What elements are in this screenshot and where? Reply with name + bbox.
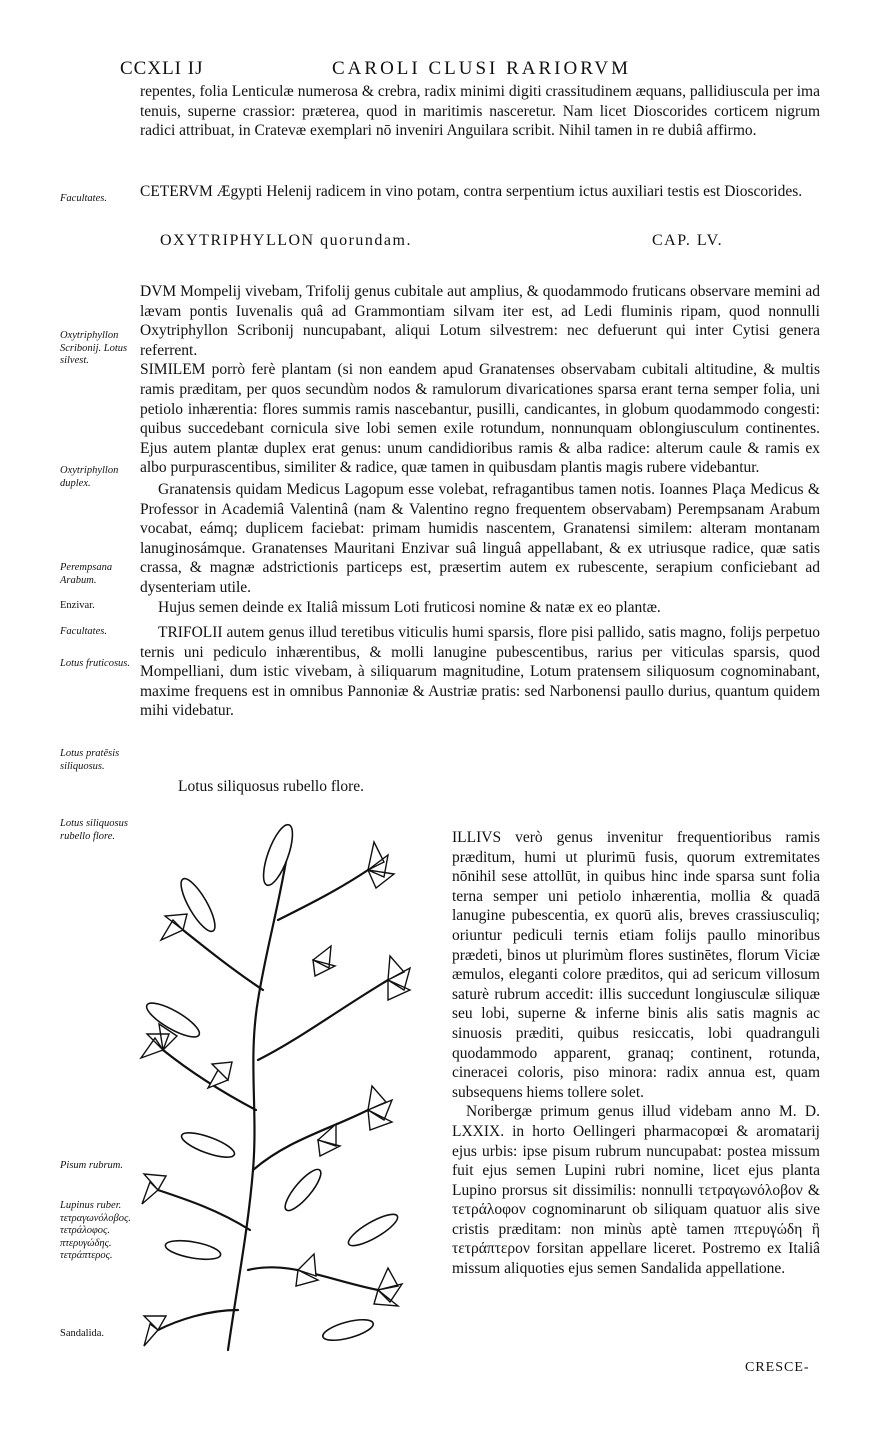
margin-note: Facultates. [60, 626, 107, 637]
helenium-paragraph-block [140, 182, 820, 202]
figure-caption: Lotus siliquosus rubello flore. [178, 778, 364, 795]
margin-note: Oxytriphyllon Scribonij. Lotus silvest. [60, 330, 128, 366]
chapter-number: CAP. LV. [652, 232, 724, 249]
margin-note: Pisum rubrum. [60, 1160, 124, 1171]
top-paragraph-block [140, 82, 820, 141]
paragraph-trifolii: TRIFOLII autem genus illud teretibus viticulis humi sparsis, flore pisi pallido, satis magno, folijs perpetuo ternis uni pediculo inhærentibus, & molli lanugine pubescentibus, rarius per viticulas sparsis, quod Mompelliani, dum istic vivebam, à siliquarum magnitudine, Lotum pratensem siliquosum cognominabant, maxime frequens est in omnibus Pannoniæ & Austriæ pratis: sed Narbonensi paullo durius, quantum quidem mihi videbatur. [140, 624, 820, 720]
chapter-heading: OXYTRIPHYLLON quorundam. [160, 232, 412, 249]
margin-note: Lotus siliquosus rubello flore. [60, 818, 128, 842]
running-title: CAROLI CLUSI RARIORVM [332, 58, 631, 79]
paragraph-granatensis: Granatensis quidam Medicus Lagopum esse volebat, refragantibus tamen notis. Ioannes Plaça Medicus & Professor in Academiâ Valentinâ (nam & Valentino regno frequentem observabam) Perempsanam Arabum vocabat, eámq; duplicem faciebat: primam humidis nascentem, Granatensi similem: alteram montanam lanuginosámque. Granatenses Mauritani Enzivar suâ linguâ appellabant, & ex utriusque radice, quæ satis crassa, & magnæ adstrictionis particeps est, præsertim autem ex rubescente, serapium conficiebant ad dysenteriam utile. [140, 480, 820, 596]
margin-note: Lupinus ruber. τετραγωνόλοβος. τετράλοφος. πτερυγώδης. τετράπτερος. [60, 1200, 131, 1261]
margin-note: Oxytriphyllon duplex. [60, 465, 119, 489]
paragraph-dvm: DVM Mompelij vivebam, Trifolij genus cubitale aut amplius, & quodammodo fruticans observare memini ad lævam pontis Iuvenalis quâ ad Grammontiam silvam iter est, ad Ledi fluminis ripam, quod nonnulli Oxytriphyllon Scribonij nuncupabant, aliqui Lotum silvestrem: nec defuerunt qui inter Cytisi genera referrent. [140, 283, 820, 359]
seed-pod [345, 1209, 401, 1251]
paragraph-similem: SIMILEM porrò ferè plantam (si non eandem apud Granatenses observabam cubitali altitudine, & multis ramis præditam, per quos secundùm nodos & ramulorum divaricationes sparsa erant terna semper folia, uni petiolo inhærentia: flores summis ramis nascebantur, pusilli, candicantes, in globum quodammodo congesti: quibus succedebant cornicula sive lobi semen exile rotundum, nonnunquam oblongiusculum continentes. Ejus autem plantæ duplex erat genus: unum candidioribus ramis & alba radice: alterum caule & ramis ex albo purpurascentibus, similiter & radice, quæ tamen in quibusdam plantis magis rubere videbantur. [140, 361, 820, 477]
margin-note: Facultates. [60, 193, 107, 204]
margin-note: Lotus pratēsis siliquosus. [60, 748, 120, 772]
seed-pod [179, 1128, 237, 1162]
paragraph-hujus: Hujus semen deinde ex Italiâ missum Loti fruticosi nomine & natæ ex eo plantæ. [158, 598, 661, 616]
paragraph-illius: ILLIVS verò genus invenitur frequentioribus ramis præditum, humi ut plurimū fusis, quorum extremitates nōnihil sese attollūt, in quibus hinc inde sparsa sunt folia terna semper uni petiolo inhærentia, mollia & quadā lanugine pubescentia, ex quorū alis, breves crassiusculiq; oriuntur pediculi ternis etiam folijs paullo minoribus prædeti, binos ut plurimùm flores sustinētes, florum Viciæ æmulos, eleganti colore præditos, qui ad sericum villosum saturè rubrum accedit: illis succedunt longiusculæ siliquæ seu lobi, superne & inferne binis alis satis magnis ac sinuosis præditi, quibus resiccatis, lobi quadranguli quodammodo apparent, granaq; continent, rotunda, cineracei coloris, piso minora: radix annua est, quam subsequens hiems tollere solet. [452, 829, 820, 1101]
paragraph-continued: repentes, folia Lenticulæ numerosa & crebra, radix minimi digiti crassitudinem æquans, pallidiuscula per ima tenuis, superne crassior: præterea, quod in maritimis nasceretur. Nam licet Dioscorides corticem nigrum radici attribuat, in Cratevæ exemplari nō inveniri Anguilara scribit. Nihil tamen in re dubiâ affirmo. [140, 83, 820, 140]
page-number: CCXLI IJ [120, 58, 204, 79]
right-column-text [452, 828, 820, 1279]
margin-note: Lotus fruticosus. [60, 658, 131, 669]
seed-pod [258, 822, 299, 889]
seed-pod [164, 1237, 222, 1262]
paragraph-helenium: CETERVM Ægypti Helenij radicem in vino potam, contra serpentium ictus auxiliari testis est Dioscorides. [140, 183, 803, 200]
margin-note: Perempsana Arabum. [60, 562, 113, 586]
margin-note: Sandalida. [60, 1328, 105, 1339]
plant-woodcut-illustration [138, 810, 438, 1370]
seed-pod [280, 1165, 326, 1215]
paragraph-noribergae: Noribergæ primum genus illud videbam anno M. D. LXXIX. in horto Oellingeri pharmacopœi & aromatarij ejus urbis: ipse pisum rubrum nuncupabat: postea missum fuit ejus semen Lupini rubri nomine, licet ejus planta Lupino prorsus sit dissimilis: nonnulli τετραγωνόλοβον & τετράλοφον cognominarunt ob siliquam quatuor alis sive cristis præditam: non minùs aptè tamen πτερυγώδη ἢ τετράπτερον forsitan appellare liceret. Postremo ex Italiâ missum aliquoties ejus semen Sandalida appellatione. [452, 1103, 820, 1278]
catchword: CRESCE- [745, 1360, 810, 1375]
seed-pod [321, 1316, 375, 1345]
main-text-block [140, 282, 820, 721]
margin-note: Enzivar. [60, 600, 95, 611]
